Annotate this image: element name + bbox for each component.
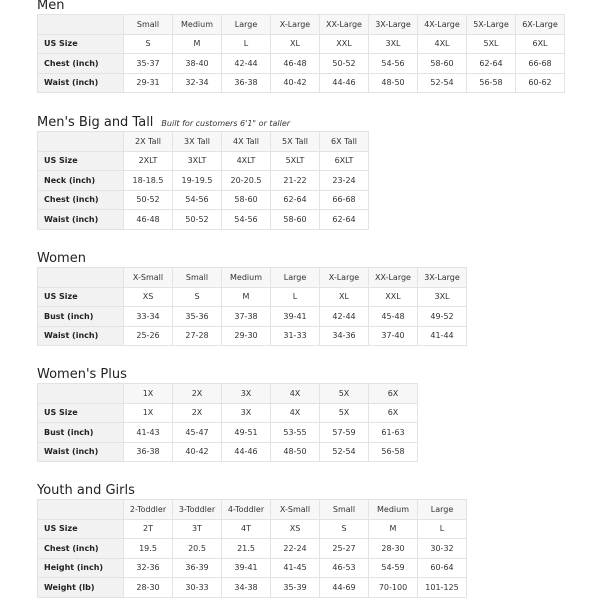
table-cell: 5XL <box>467 34 516 54</box>
table-header-row <box>38 500 467 520</box>
table-cell: S <box>124 34 173 54</box>
row-label: US Size <box>38 34 124 54</box>
table-cell: XXL <box>369 287 418 307</box>
men-s-big-and-tall-size-table <box>37 131 369 230</box>
table-cell: 21.5 <box>222 539 271 559</box>
column-header: 2-Toddler <box>124 500 173 520</box>
men-size-table <box>37 14 565 93</box>
column-header: 4X-Large <box>418 15 467 35</box>
men-title <box>37 0 64 13</box>
table-cell: 62-64 <box>467 54 516 74</box>
table-cell: 54-56 <box>222 210 271 230</box>
column-header: XX-Large <box>369 268 418 288</box>
row-label: Waist (inch) <box>38 326 124 346</box>
column-header: 5X <box>320 384 369 404</box>
table-cell: XS <box>124 287 173 307</box>
table-cell: 33-34 <box>124 307 173 327</box>
row-label: Waist (inch) <box>38 73 124 93</box>
table-cell: 45-48 <box>369 307 418 327</box>
column-header: 5X Tall <box>271 132 320 152</box>
table-cell: 44-46 <box>320 73 369 93</box>
table-cell: 25-26 <box>124 326 173 346</box>
column-header: Large <box>418 500 467 520</box>
table-cell: 3XL <box>369 34 418 54</box>
column-header: 4X Tall <box>222 132 271 152</box>
section-heading: Men <box>37 0 65 13</box>
column-header: 1X <box>124 384 173 404</box>
table-cell: 23-24 <box>320 171 369 191</box>
row-label: Waist (inch) <box>38 210 124 230</box>
table-cell: M <box>173 34 222 54</box>
table-cell: 3XLT <box>173 151 222 171</box>
women-s-plus-size-table <box>37 383 418 462</box>
section-note: Built for customers 6'1" or taller <box>161 119 291 128</box>
table-cell: 35-39 <box>271 578 320 598</box>
table-cell: 31-33 <box>271 326 320 346</box>
column-header: X-Large <box>271 15 320 35</box>
column-header: 5X-Large <box>467 15 516 35</box>
table-cell: 50-52 <box>124 190 173 210</box>
table-cell: S <box>173 287 222 307</box>
table-header-row <box>38 384 418 404</box>
table-cell: 6X <box>369 403 418 423</box>
table-row <box>38 151 369 171</box>
table-cell: 34-38 <box>222 578 271 598</box>
table-corner-cell <box>38 384 124 404</box>
table-cell: 45-47 <box>173 423 222 443</box>
youth-and-girls-size-table <box>37 499 467 598</box>
column-header: Medium <box>173 15 222 35</box>
table-cell: 4XL <box>418 34 467 54</box>
table-row <box>38 423 418 443</box>
table-cell: 38-40 <box>173 54 222 74</box>
table-cell: 34-36 <box>320 326 369 346</box>
column-header: 2X <box>173 384 222 404</box>
table-cell: 41-45 <box>271 558 320 578</box>
table-cell: 2XLT <box>124 151 173 171</box>
table-cell: 39-41 <box>222 558 271 578</box>
row-label: Height (inch) <box>38 558 124 578</box>
table-cell: 50-52 <box>320 54 369 74</box>
row-label: Waist (inch) <box>38 442 124 462</box>
women-s-plus-title <box>37 367 127 382</box>
table-cell: 36-38 <box>124 442 173 462</box>
men-s-big-and-tall-title <box>37 115 290 130</box>
table-cell: 48-50 <box>369 73 418 93</box>
table-cell: 44-69 <box>320 578 369 598</box>
table-cell: 42-44 <box>222 54 271 74</box>
row-label: US Size <box>38 403 124 423</box>
table-cell: 61-63 <box>369 423 418 443</box>
table-row <box>38 558 467 578</box>
column-header: XX-Large <box>320 15 369 35</box>
table-cell: L <box>418 519 467 539</box>
table-cell: 18-18.5 <box>124 171 173 191</box>
column-header: 3X Tall <box>173 132 222 152</box>
table-cell: XL <box>271 34 320 54</box>
table-cell: 42-44 <box>320 307 369 327</box>
women-size-table <box>37 267 467 346</box>
table-cell: 25-27 <box>320 539 369 559</box>
table-cell: 2X <box>173 403 222 423</box>
table-cell: 30-32 <box>418 539 467 559</box>
table-row <box>38 539 467 559</box>
row-label: US Size <box>38 151 124 171</box>
table-row <box>38 210 369 230</box>
column-header: 4X <box>271 384 320 404</box>
table-corner-cell <box>38 15 124 35</box>
column-header: 6X <box>369 384 418 404</box>
table-header-row <box>38 268 467 288</box>
column-header: 3-Toddler <box>173 500 222 520</box>
table-cell: L <box>271 287 320 307</box>
column-header: 3X-Large <box>369 15 418 35</box>
table-cell: 62-64 <box>271 190 320 210</box>
column-header: 6X-Large <box>516 15 565 35</box>
column-header: 6X Tall <box>320 132 369 152</box>
column-header: Medium <box>222 268 271 288</box>
table-cell: 62-64 <box>320 210 369 230</box>
table-cell: 29-30 <box>222 326 271 346</box>
table-cell: 35-37 <box>124 54 173 74</box>
table-cell: 19.5 <box>124 539 173 559</box>
table-cell: 3X <box>222 403 271 423</box>
table-row <box>38 54 565 74</box>
table-cell: 48-50 <box>271 442 320 462</box>
table-cell: 70-100 <box>369 578 418 598</box>
table-cell: M <box>369 519 418 539</box>
table-cell: 41-44 <box>418 326 467 346</box>
table-cell: 21-22 <box>271 171 320 191</box>
row-label: Chest (inch) <box>38 54 124 74</box>
table-cell: 52-54 <box>320 442 369 462</box>
table-cell: 27-28 <box>173 326 222 346</box>
table-cell: S <box>320 519 369 539</box>
table-cell: 20-20.5 <box>222 171 271 191</box>
table-cell: 57-59 <box>320 423 369 443</box>
table-cell: 19-19.5 <box>173 171 222 191</box>
table-row <box>38 307 467 327</box>
table-cell: 5XLT <box>271 151 320 171</box>
table-cell: 4XLT <box>222 151 271 171</box>
column-header: Small <box>320 500 369 520</box>
column-header: Large <box>222 15 271 35</box>
section-heading: Men's Big and Tall <box>37 115 154 130</box>
table-cell: 50-52 <box>173 210 222 230</box>
table-cell: 52-54 <box>418 73 467 93</box>
column-header: Small <box>124 15 173 35</box>
table-cell: XL <box>320 287 369 307</box>
row-label: Bust (inch) <box>38 423 124 443</box>
table-row <box>38 34 565 54</box>
table-cell: 46-53 <box>320 558 369 578</box>
table-cell: 6XLT <box>320 151 369 171</box>
table-cell: 66-68 <box>320 190 369 210</box>
table-corner-cell <box>38 268 124 288</box>
table-cell: 56-58 <box>369 442 418 462</box>
column-header: X-Small <box>271 500 320 520</box>
table-cell: 56-58 <box>467 73 516 93</box>
table-cell: 37-38 <box>222 307 271 327</box>
table-row <box>38 171 369 191</box>
table-cell: 29-31 <box>124 73 173 93</box>
row-label: Neck (inch) <box>38 171 124 191</box>
table-cell: 36-39 <box>173 558 222 578</box>
women-title <box>37 251 86 266</box>
table-cell: 54-56 <box>369 54 418 74</box>
table-cell: 35-36 <box>173 307 222 327</box>
table-row <box>38 190 369 210</box>
table-cell: 3XL <box>418 287 467 307</box>
table-cell: 58-60 <box>271 210 320 230</box>
column-header: 4-Toddler <box>222 500 271 520</box>
table-cell: 28-30 <box>369 539 418 559</box>
table-corner-cell <box>38 500 124 520</box>
column-header: Large <box>271 268 320 288</box>
row-label: Chest (inch) <box>38 190 124 210</box>
table-cell: 3T <box>173 519 222 539</box>
table-cell: 54-56 <box>173 190 222 210</box>
row-label: US Size <box>38 287 124 307</box>
table-cell: XXL <box>320 34 369 54</box>
table-row <box>38 519 467 539</box>
column-header: 2X Tall <box>124 132 173 152</box>
table-header-row <box>38 132 369 152</box>
table-row <box>38 442 418 462</box>
table-cell: 40-42 <box>271 73 320 93</box>
table-cell: 22-24 <box>271 539 320 559</box>
table-row <box>38 73 565 93</box>
table-cell: 53-55 <box>271 423 320 443</box>
row-label: US Size <box>38 519 124 539</box>
table-row <box>38 403 418 423</box>
table-cell: 32-36 <box>124 558 173 578</box>
table-cell: 49-52 <box>418 307 467 327</box>
table-cell: 60-62 <box>516 73 565 93</box>
table-cell: 37-40 <box>369 326 418 346</box>
table-row <box>38 287 467 307</box>
table-cell: 58-60 <box>418 54 467 74</box>
table-cell: 41-43 <box>124 423 173 443</box>
table-cell: 40-42 <box>173 442 222 462</box>
table-cell: 58-60 <box>222 190 271 210</box>
table-cell: 46-48 <box>124 210 173 230</box>
table-row <box>38 578 467 598</box>
table-cell: 46-48 <box>271 54 320 74</box>
table-cell: 2T <box>124 519 173 539</box>
row-label: Weight (lb) <box>38 578 124 598</box>
table-cell: 54-59 <box>369 558 418 578</box>
table-cell: 66-68 <box>516 54 565 74</box>
table-cell: 1X <box>124 403 173 423</box>
section-heading: Women's Plus <box>37 367 127 382</box>
column-header: X-Large <box>320 268 369 288</box>
table-cell: 32-34 <box>173 73 222 93</box>
table-cell: 4X <box>271 403 320 423</box>
column-header: 3X-Large <box>418 268 467 288</box>
table-cell: 101-125 <box>418 578 467 598</box>
table-cell: 6XL <box>516 34 565 54</box>
column-header: Small <box>173 268 222 288</box>
table-cell: 20.5 <box>173 539 222 559</box>
table-cell: 30-33 <box>173 578 222 598</box>
table-cell: 44-46 <box>222 442 271 462</box>
table-corner-cell <box>38 132 124 152</box>
column-header: X-Small <box>124 268 173 288</box>
row-label: Chest (inch) <box>38 539 124 559</box>
table-cell: 60-64 <box>418 558 467 578</box>
table-cell: 36-38 <box>222 73 271 93</box>
section-heading: Youth and Girls <box>37 483 135 498</box>
table-cell: 4T <box>222 519 271 539</box>
table-cell: L <box>222 34 271 54</box>
table-cell: 39-41 <box>271 307 320 327</box>
table-header-row <box>38 15 565 35</box>
table-cell: 28-30 <box>124 578 173 598</box>
column-header: Medium <box>369 500 418 520</box>
table-cell: 49-51 <box>222 423 271 443</box>
section-heading: Women <box>37 251 86 266</box>
table-cell: 5X <box>320 403 369 423</box>
table-cell: M <box>222 287 271 307</box>
row-label: Bust (inch) <box>38 307 124 327</box>
table-cell: XS <box>271 519 320 539</box>
youth-and-girls-title <box>37 483 135 498</box>
column-header: 3X <box>222 384 271 404</box>
table-row <box>38 326 467 346</box>
